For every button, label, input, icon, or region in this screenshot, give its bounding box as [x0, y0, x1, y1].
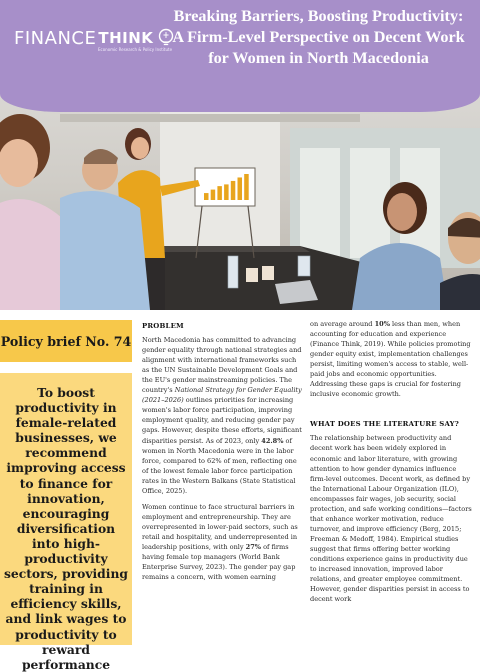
section-heading-problem: PROBLEM	[142, 322, 184, 330]
meeting-photo	[0, 88, 480, 310]
text-span: Women continue to face structural barriers in employment and entrepreneurship. They are overrepresented in lower-paid sectors, such as retail and hospitality, and underrepresented in leadership positions, with only	[142, 502, 298, 551]
logo-word-finance: FINANCE	[14, 27, 97, 49]
easel-bar	[224, 184, 229, 200]
logo-tagline: Economic Research & Policy Institute	[98, 47, 173, 52]
strategy-title: National Strategy for Gender Equality (2021–2026)	[142, 386, 302, 405]
meeting-illustration	[0, 88, 480, 310]
stat-female-participation: 42.8%	[261, 436, 284, 445]
spacer	[310, 405, 474, 419]
problem-paragraph-1	[142, 335, 304, 496]
text-span: less than men, when accounting for education and experience (Finance Think, 2019). While policies promoting gender equity exist, implementation challenges persist, limiting women's access to stable, well-paid jobs and economic opportunities. Addressing these gaps is crucial for fostering inclusive economic growth.	[310, 320, 471, 399]
title-line-2: A Firm-Level Perspective on Decent Work	[172, 28, 465, 46]
section-heading-literature: WHAT DOES THE LITERATURE SAY?	[310, 420, 460, 429]
easel-bar	[244, 174, 249, 200]
page-title	[166, 6, 471, 69]
text-span: outlines priorities for increasing women's labor force participation, improving employment quality, and reducing gender pay gaps. However, despite these efforts, significant disparities persist. As of 2023, only	[142, 396, 302, 445]
text-span: of women in North Macedonia were in the labor force, compared to 62% of men, reflecting one of the lowest female labor force participation rates in the Western Balkans (State Statistical Office, 2025).	[142, 436, 297, 495]
easel-bar	[231, 181, 236, 200]
recommendation-box	[0, 373, 132, 672]
logo-word-think: THINK	[98, 29, 154, 47]
easel-bar	[238, 177, 243, 200]
text-span: of firms having female top managers (World Bank Enterprise Survey, 2023). The gender pay gap remains a concern, with women earning	[142, 542, 296, 582]
text-span: on average around	[310, 320, 375, 328]
easel-bar	[217, 186, 222, 200]
text-span: North Macedonia has committed to advancing gender equality through national strategies and alignment with international frameworks such as the UN Sustainable Development Goals and the EU's gender mainstreaming policies. The country's	[142, 336, 302, 395]
easel-bar	[204, 193, 209, 200]
header-banner	[0, 0, 480, 112]
literature-paragraph-1: The relationship between productivity and decent work has been widely explored in economic and labor literature, with growing attention to how gender dynamics influence firm-level outcomes. Decent work, as defined by the International Labour Organization (ILO), encompasses fair wages, job security, social protection, and safe working conditions—factors that enhance worker motivation, reduce turnover, and improve efficiency (Berg, 2015; Freeman & Medoff, 1984). Empirical studies suggest that firms offering better working conditions experience gains in productivity due to increased innovation, improved labor relations, and greater employee commitment. However, gender disparities persist in access to decent work	[310, 434, 472, 604]
problem-paragraph-3	[310, 319, 474, 399]
policy-brief-number: Policy brief No. 74	[0, 333, 132, 349]
problem-paragraph-2	[142, 502, 304, 582]
title-line-3: for Women in North Macedonia	[208, 49, 429, 67]
title-line-1: Breaking Barriers, Boosting Productivity:	[173, 7, 464, 25]
stat-pay-gap: 10%	[374, 320, 390, 328]
text-column-2	[310, 319, 474, 610]
financethink-logo	[14, 27, 176, 49]
text-column-1	[142, 321, 304, 588]
stat-female-managers: 27%	[245, 542, 262, 551]
easel-bar	[211, 190, 216, 200]
recommendation-text: To boost productivity in female-related businesses, we recommend improving access to finance for innovation, encouraging diversification into high-productivity sectors, providing training in efficiency skills, and link wages to productivity to reward performance	[4, 385, 128, 672]
policy-brief-label	[0, 320, 132, 362]
